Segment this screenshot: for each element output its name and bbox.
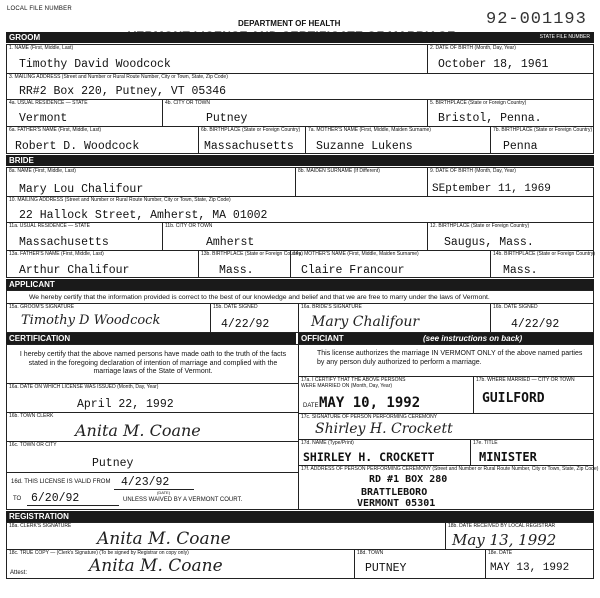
groom-mother-value: Suzanne Lukens	[316, 140, 413, 153]
bride-city-cell	[162, 222, 428, 251]
town-city-label: 16c. TOWN OR CITY	[9, 442, 57, 448]
officiant-address-line2: BRATTLEBORO	[361, 487, 428, 498]
date-issued-label: 16a. DATE ON WHICH LICENSE WAS ISSUED (Month, Day, Year)	[9, 384, 159, 390]
registration-town-cell	[354, 549, 486, 579]
groom-name-label: 1. NAME (First, Middle, Last)	[9, 45, 74, 51]
groom-mother-label: 7a. MOTHER'S NAME (First, Middle, Maiden Surname)	[308, 127, 431, 133]
groom-mother-cell	[305, 126, 491, 154]
town-clerk-signature: Anita M. Coane	[75, 421, 201, 440]
groom-birthplace-label: 5. BIRTHPLACE (State or Foreign Country)	[430, 100, 527, 106]
officiant-name-value: SHIRLEY H. CROCKETT	[303, 450, 435, 464]
groom-mailing-label: 3. MAILING ADDRESS (Street and Number or Rural Route Number, City or Town, State, Zip Code)	[9, 74, 228, 80]
date-received-value: May 13, 1992	[452, 531, 557, 549]
state-file-number-label: STATE FILE NUMBER	[539, 34, 590, 40]
valid-to-prefix: TO	[13, 496, 22, 502]
where-married-cell	[473, 376, 594, 414]
groom-date-signed-cell	[210, 303, 299, 333]
groom-dob-label: 2. DATE OF BIRTH (Month, Day, Year)	[430, 45, 516, 51]
where-married-label: 17b. WHERE MARRIED — CITY OR TOWN	[476, 377, 575, 383]
groom-name-cell	[6, 44, 428, 74]
groom-father-value: Robert D. Woodcock	[15, 140, 140, 153]
bride-section-label: BRIDE	[9, 156, 34, 165]
applicant-statement-cell	[6, 290, 594, 304]
bride-birthplace-cell	[427, 222, 594, 251]
bride-residence-state-value: Massachusetts	[19, 236, 109, 249]
certification-section-bar	[6, 333, 296, 344]
clerk-signature-label: 18a. CLERK'S SIGNATURE	[9, 523, 72, 529]
bride-dob-cell	[427, 167, 594, 197]
groom-mailing-value: RR#2 Box 220, Putney, VT 05346	[19, 85, 227, 98]
bride-date-signed-cell	[490, 303, 594, 333]
bride-residence-state-label: 11a. USUAL RESIDENCE — STATE	[9, 223, 90, 229]
local-file-number-label: LOCAL FILE NUMBER	[7, 6, 72, 12]
groom-dob-value: October 18, 1961	[438, 58, 549, 71]
officiant-section-label: OFFICIANT	[301, 334, 344, 343]
officiant-signature-label: 17c. SIGNATURE OF PERSON PERFORMING CEREMONY	[301, 414, 438, 420]
groom-section-label: GROOM	[9, 33, 41, 42]
bride-mother-cell	[290, 250, 491, 278]
bride-dob-value: SEptember 11, 1969	[432, 183, 551, 195]
town-city-value: Putney	[92, 457, 134, 470]
registration-date-cell	[485, 549, 594, 579]
officiant-name-label: 17d. NAME (Type/Print)	[301, 440, 354, 446]
registration-town-value: PUTNEY	[365, 562, 407, 575]
valid-to-value: 6/20/92	[31, 492, 80, 505]
valid-from-value: 4/23/92	[121, 476, 170, 489]
valid-from-prefix: 16d. THIS LICENSE IS VALID FROM	[11, 479, 111, 485]
groom-name-value: Timothy David Woodcock	[19, 58, 171, 71]
certification-statement-cell	[6, 344, 299, 384]
bride-signature: Mary Chalifour	[311, 314, 420, 330]
groom-signature-label: 15a. GROOM'S SIGNATURE	[9, 304, 75, 310]
groom-father-cell	[6, 126, 199, 154]
officiant-address-line1: RD #1 BOX 280	[369, 474, 448, 485]
groom-father-birthplace-cell	[198, 126, 306, 154]
valid-from-date-note: (DATE)	[157, 490, 171, 495]
bride-father-birthplace-label: 13b. BIRTHPLACE (State or Foreign Country)	[201, 251, 303, 257]
certification-section-label: CERTIFICATION	[9, 334, 71, 343]
valid-from-line	[114, 489, 194, 490]
bride-section-bar	[6, 155, 594, 166]
bride-dob-label: 9. DATE OF BIRTH (Month, Day, Year)	[430, 168, 516, 174]
true-copy-label: 18c. TRUE COPY — (Clerk's Signature) (To be signed by Registrar on copy only)	[9, 550, 189, 556]
officiant-title-value: MINISTER	[479, 450, 537, 464]
bride-maiden-label: 8b. MAIDEN SURNAME (If Different)	[298, 168, 380, 174]
department-label: DEPARTMENT OF HEALTH	[238, 19, 341, 28]
groom-birthplace-value: Bristol, Penna.	[438, 112, 542, 125]
bride-father-cell	[6, 250, 199, 278]
married-on-cell	[298, 376, 474, 414]
married-on-date-prefix: DATE	[303, 403, 319, 409]
attest-label: Attest:	[10, 570, 28, 576]
groom-city-cell	[162, 99, 428, 127]
valid-period-cell	[6, 472, 299, 510]
groom-dob-cell	[427, 44, 594, 74]
registration-section-bar	[6, 511, 594, 522]
true-copy-cell	[6, 549, 355, 579]
bride-birthplace-value: Saugus, Mass.	[444, 236, 534, 249]
where-married-value: GUILFORD	[482, 391, 545, 406]
groom-date-signed: 4/22/92	[221, 318, 270, 331]
groom-section-bar	[6, 32, 594, 43]
bride-mailing-label: 10. MAILING ADDRESS (Street and Number or Rural Route Number, City or Town, State, Zip Code)	[9, 197, 231, 203]
date-issued-cell	[6, 383, 299, 413]
date-received-cell	[445, 522, 594, 550]
applicant-section-label: APPLICANT	[9, 280, 55, 289]
bride-mother-value: Claire Francour	[301, 264, 405, 277]
groom-date-signed-label: 15b. DATE SIGNED	[213, 304, 258, 310]
groom-mother-birthplace-value: Penna	[503, 140, 538, 153]
groom-residence-state-label: 4a. USUAL RESIDENCE — STATE	[9, 100, 88, 106]
bride-city-value: Amherst	[206, 236, 255, 249]
registration-date-label: 18e. DATE	[488, 550, 513, 556]
groom-city-label: 4b. CITY OR TOWN	[165, 100, 211, 106]
groom-father-birthplace-label: 6b. BIRTHPLACE (State or Foreign Country)	[201, 127, 301, 133]
bride-maiden-cell	[295, 167, 428, 197]
bride-mailing-value: 22 Hallock Street, Amherst, MA 01002	[19, 209, 268, 222]
bride-father-birthplace-cell	[198, 250, 303, 278]
town-clerk-cell	[6, 412, 299, 442]
bride-mother-birthplace-value: Mass.	[503, 264, 538, 277]
officiant-title-cell	[470, 439, 594, 466]
officiant-address-line3: VERMONT 05301	[357, 498, 436, 509]
groom-city-value: Putney	[206, 112, 248, 125]
bride-signature-label: 16a. BRIDE'S SIGNATURE	[301, 304, 362, 310]
groom-birthplace-cell	[427, 99, 594, 127]
bride-birthplace-label: 12. BIRTHPLACE (State or Foreign Country)	[430, 223, 530, 229]
true-copy-signature: Anita M. Coane	[89, 556, 223, 576]
see-instructions-note: (see instructions on back)	[423, 334, 523, 343]
bride-name-value: Mary Lou Chalifour	[19, 183, 144, 196]
registration-date-value: MAY 13, 1992	[490, 562, 570, 574]
date-issued-value: April 22, 1992	[77, 398, 174, 411]
groom-mother-birthplace-cell	[490, 126, 594, 154]
groom-father-label: 6a. FATHER'S NAME (First, Middle, Last)	[9, 127, 101, 133]
bride-mother-birthplace-cell	[490, 250, 594, 278]
bride-name-label: 8a. NAME (First, Middle, Last)	[9, 168, 76, 174]
clerk-signature-cell	[6, 522, 446, 550]
officiant-statement-cell	[298, 344, 594, 377]
married-on-value: MAY 10, 1992	[319, 395, 421, 411]
bride-city-label: 11b. CITY OR TOWN	[165, 223, 213, 229]
married-on-label: 17a. I CERTIFY THAT THE ABOVE PERSONS WERE MARRIED ON (Month, Day, Year)	[301, 377, 406, 389]
officiant-name-cell	[298, 439, 471, 466]
bride-signature-cell	[298, 303, 491, 333]
clerk-signature: Anita M. Coane	[97, 529, 231, 549]
town-clerk-label: 16b. TOWN CLERK	[9, 413, 54, 419]
officiant-section-bar	[298, 333, 594, 344]
bride-father-label: 13a. FATHER'S NAME (First, Middle, Last)	[9, 251, 104, 257]
certificate-number: 92-001193	[486, 10, 587, 29]
bride-mother-birthplace-label: 14b. BIRTHPLACE (State or Foreign Country)	[493, 251, 595, 257]
bride-father-value: Arthur Chalifour	[19, 264, 130, 277]
applicant-section-bar	[6, 279, 594, 290]
date-received-label: 18b. DATE RECEIVED BY LOCAL REGISTRAR	[448, 523, 556, 529]
officiant-address-label: 17f. ADDRESS OF PERSON PERFORMING CEREMONY (Street and Number or Rural Route Number, City or Town, State, Zip Code)	[301, 466, 599, 472]
bride-father-birthplace-value: Mass.	[219, 264, 254, 277]
officiant-title-label: 17e. TITLE	[473, 440, 498, 446]
officiant-statement: This license authorizes the marriage IN VERMONT ONLY of the above named parties by any person duly authorized to perform a marriage.	[317, 350, 583, 366]
waiver-note: UNLESS WAIVED BY A VERMONT COURT.	[123, 497, 243, 503]
town-city-cell	[6, 441, 299, 473]
officiant-signature: Shirley H. Crockett	[315, 421, 453, 437]
bride-date-signed: 4/22/92	[511, 318, 560, 331]
valid-to-line	[27, 505, 119, 506]
bride-residence-state-cell	[6, 222, 163, 251]
groom-mailing-cell	[6, 73, 594, 100]
bride-date-signed-label: 16b. DATE SIGNED	[493, 304, 538, 310]
bride-mailing-cell	[6, 196, 594, 223]
bride-name-cell	[6, 167, 296, 197]
officiant-signature-cell	[298, 413, 594, 440]
bride-mother-label: 14a. MOTHER'S NAME (First, Middle, Maiden Surname)	[293, 251, 419, 257]
certification-statement: I hereby certify that the above named persons have made oath to the truth of the facts stated in the foregoing declaration of intention of marriage and complied with the marriage laws of the State of Vermont.	[19, 351, 287, 375]
officiant-address-cell	[298, 465, 599, 510]
groom-residence-state-value: Vermont	[19, 112, 68, 125]
registration-section-label: REGISTRATION	[9, 512, 69, 521]
groom-father-birthplace-value: Massachusetts	[204, 140, 294, 153]
registration-town-label: 18d. TOWN	[357, 550, 384, 556]
groom-residence-state-cell	[6, 99, 163, 127]
groom-signature-cell	[6, 303, 211, 333]
groom-signature: Timothy D Woodcock	[21, 313, 161, 328]
groom-mother-birthplace-label: 7b. BIRTHPLACE (State or Foreign Country)	[493, 127, 593, 133]
applicant-statement: We hereby certify that the information provided is correct to the best of our knowledge and belief and that we are free to marry under the laws of Vermont.	[29, 294, 490, 301]
